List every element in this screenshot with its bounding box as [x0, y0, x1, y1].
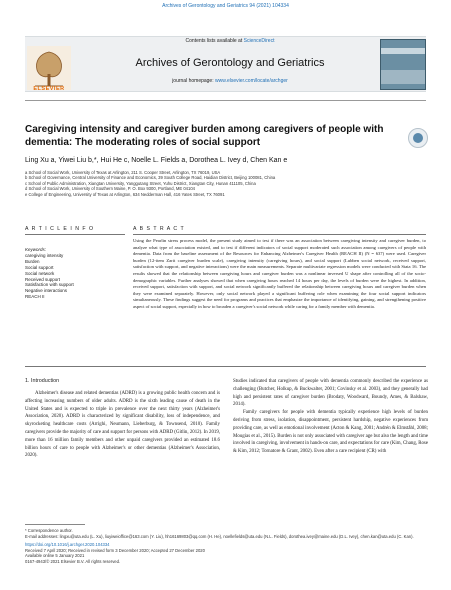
- keyword-item: Social support: [25, 264, 54, 270]
- abstract-end-rule: [25, 366, 426, 367]
- received-dates: Received 7 April 2020; Received in revised form 3 December 2020; Accepted 27 December 2020: [25, 547, 205, 553]
- cover-band-lower: [381, 70, 425, 84]
- keyword-item: Social network: [25, 270, 55, 276]
- article-info-heading: A R T I C L E I N F O: [25, 226, 95, 232]
- sciencedirect-link[interactable]: ScienceDirect: [243, 38, 275, 44]
- intro-right-column: [233, 378, 428, 456]
- cover-band: [381, 48, 425, 54]
- introduction-heading: 1. Introduction: [25, 378, 60, 384]
- intro-left-column: [25, 390, 220, 460]
- contents-availability-line: [80, 38, 380, 44]
- affiliation-c: c School of Public Administration, Xiangtan University, Yanggutang Street, Yuhu District, Xiangtan City, Hunan 411105, China: [25, 180, 256, 186]
- issn-copyright: 0167-4943/© 2021 Elsevier B.V. All rights reserved.: [25, 558, 121, 564]
- email-addresses[interactable]: E-mail addresses: lingxu@uta.edu (L. Xu), liuyiweioffice@163.com (Y. Liu), hh16169803@qq.com (H. He), noellefields@uta.edu (N.L. Fields), dorothea.ivey@maine.edu (D.L. Ivey), chen.kan@uta.edu (C. Kan).: [25, 533, 414, 539]
- affiliation-a: a School of Social Work, University of Texas at Arlington, 211 S. Cooper Street, Arlington, TX 76019, USA: [25, 170, 221, 175]
- affiliation-b: b School of Governance, Central University of Finance and Economics, 39 South College Road, Haidian District, Beijing 100081, China: [25, 175, 276, 181]
- doi-link[interactable]: https://doi.org/10.1016/j.archger.2020.104334: [25, 542, 110, 547]
- footnote-rule: [25, 524, 85, 525]
- affiliation-d: d School of Social Work, University of Southern Maine, P. O. Box 9300, Portland, ME 04104: [25, 186, 195, 192]
- elsevier-wordmark: ELSEVIER: [33, 86, 65, 92]
- article-title: Caregiving intensity and caregiver burden among caregivers of people with dementia: The moderating roles of social support: [25, 124, 384, 148]
- journal-homepage-line: [80, 78, 380, 84]
- keywords-label: Keywords:: [25, 247, 47, 252]
- check-updates-icon: [413, 133, 423, 143]
- header-divider: [25, 100, 426, 101]
- keywords-list: [25, 247, 125, 300]
- correspondence-note: * Correspondence author.: [25, 528, 73, 533]
- intro-paragraph: Family caregivers for people with dementia typically experience high levels of burden deriving from stress, isolation, disappointment, persistent hardship, negative experiences from providing care, as well as emotional involvement (Acton & Kang, 2001; Andrén & Elmståhl, 2008; Mougias et al., 2015). Burden is not only associated with caregiver age but also the length and time involved in caregiving, involvement in hands-on care, and expectations for care (Kim, Chang, Rose & Kim, 2012; Tornatore & Grant, 2002). Even after a care recipient (CR) with: [233, 410, 428, 455]
- footnotes: [25, 528, 425, 564]
- journal-cover-thumbnail[interactable]: [380, 39, 426, 90]
- available-online: Available online 5 January 2021: [25, 553, 85, 558]
- abstract-heading: A B S T R A C T: [133, 226, 185, 232]
- homepage-link[interactable]: www.elsevier.com/locate/archger: [215, 78, 288, 84]
- check-for-updates-button[interactable]: [408, 128, 428, 148]
- elsevier-tree-logo[interactable]: [27, 46, 71, 90]
- abstract-rule: [133, 234, 426, 235]
- journal-title: Archives of Gerontology and Geriatrics: [135, 57, 325, 69]
- affiliations: [25, 170, 425, 197]
- intro-paragraph: Studies indicated that caregivers of people with dementia commonly described the experience as challenging (Butcher, Holkup, & Buckwalter, 2001; Covinsky et al. 2003), and they generally had high and persistent rates of caregiver burden (Brodaty, Woodward, Boundy, Ames, & Balshaw, 2014).: [233, 379, 428, 408]
- keyword-item: Satisfaction with support: [25, 282, 74, 288]
- keyword-item: REACH II: [25, 294, 45, 300]
- keyword-item: Burden: [25, 258, 40, 264]
- homepage-prefix: journal homepage:: [172, 78, 215, 84]
- keyword-item: Negative interactions: [25, 288, 68, 294]
- intro-paragraph: Alzheimer's disease and related dementias (ADRD) is a growing public health concern and is affecting increasing numbers of older adults. ADRD is the sixth leading cause of death in the United States and is expected to triple in prevalence over the next thirty years (Alzheimer's Association, 2020). ADRD is characterized by significant disability, loss of independence, and skyrocketing healthcare costs (Arrighi, Neumann, Lieberburg, & Townsend, 2010). Family caregivers provide the majority of care and support for persons with ADRD (Gitlin, 2012). In 2019, more than 16 million family members and other unpaid caregivers provided an estimated 18.6 billion hours of care to people with Alzheimer's or other dementias (Alzheimer's Association, 2020).: [25, 391, 220, 459]
- article-info-rule: [25, 234, 125, 235]
- affiliation-e: e College of Engineering, University of Texas at Arlington, 634 Nedderman Hall, 416 Yates Street, TX 76091: [25, 191, 225, 197]
- abstract-text: Using the Pearlin stress process model, the present study aimed to test if there was an association between caregiving intensity and caregiver burden, to analyze what type of association existed, and to test if different indicators of social support moderated such association among caregivers of people with dementia. Data from the baseline assessment of the Resources for Enhancing Alzheimer's Caregiver Health (REACH II) (N = 637) were used. Caregiver burden (12-item Zarit caregiver burden scale), caregiving intensity (caregiving hours), and social support (Lubben social network, received support, satisfaction with support, and negative interactions) were the main measurements. Separate multivariate regression models were conducted with Stata 16. The results showed that the relationship between caregiving hours and caregiver burden was a nonlinear inversed U shape after controlling all of the socio-demographic variables. Further analyses showed that when caregiving hours reached 14 hours per day, the levels of burden were the highest. In addition, received support, satisfaction with support, and social network significantly buffered the relationship between caregiving hours and caregiver burden when they were examined separately. However, only social network played a significant buffering role when examining the four social support indicators simultaneously. These findings suggest the need for programs and practices that emphasize the importance of identifying, gaining, and strengthening positive aspect of social support, especially in how to broaden a caregiver's social network while caring for a family member with dementia.: [133, 238, 426, 309]
- keyword-item: Received support: [25, 276, 61, 282]
- keyword-item: caregiving intensity: [25, 252, 64, 258]
- journal-citation-header[interactable]: Archives of Gerontology and Geriatrics 94 (2021) 104334: [162, 3, 289, 9]
- author-list: Ling Xu a, Yiwei Liu b,*, Hui He c, Noelle L. Fields a, Dorothea L. Ivey d, Chen Kan e: [25, 157, 288, 164]
- contents-prefix: Contents lists available at: [185, 38, 244, 44]
